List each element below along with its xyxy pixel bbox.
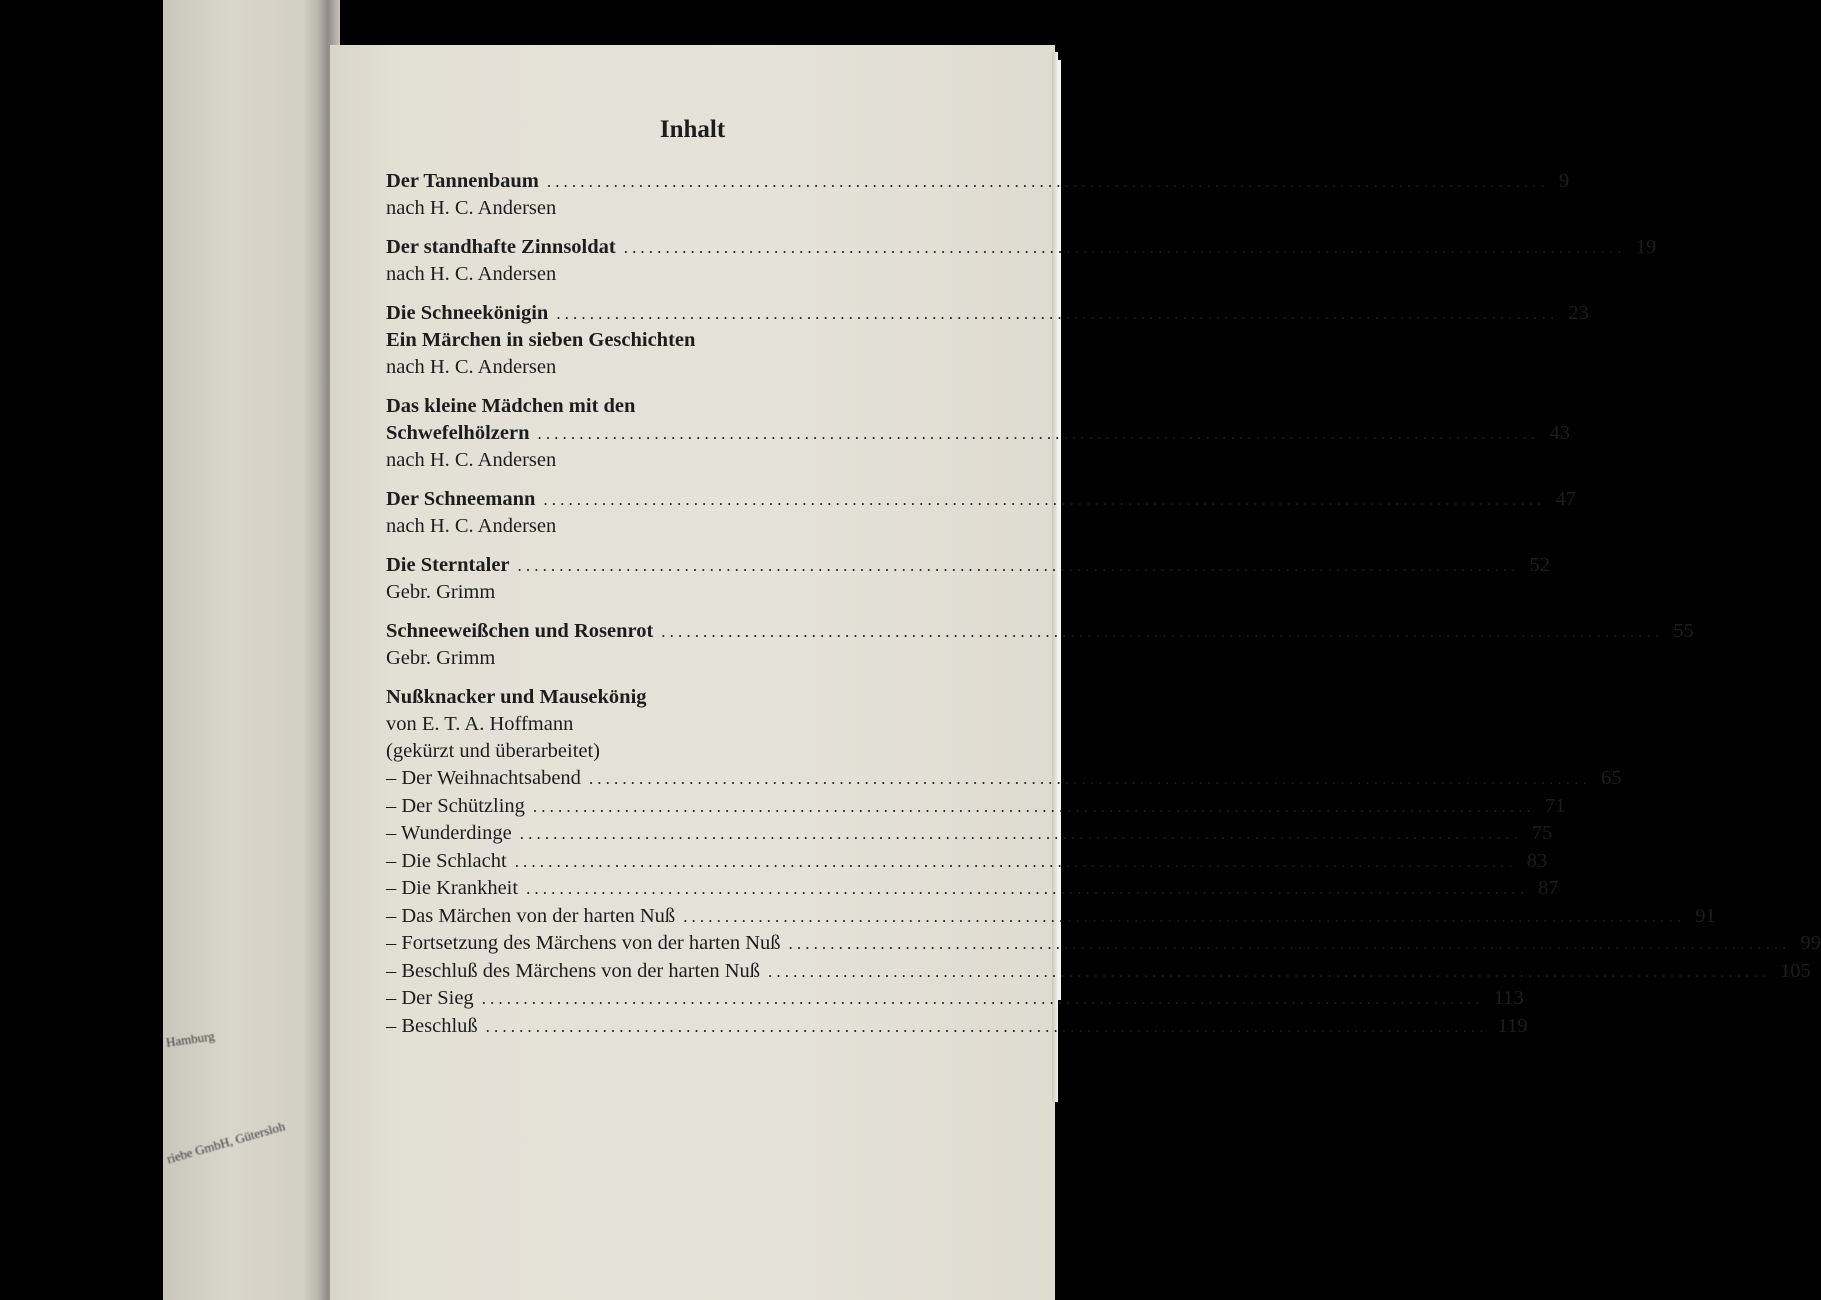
dot-leader: ........................................................................................................................: [623, 238, 1626, 257]
bleed-through-text-publisher: riebe GmbH, Gütersloh: [165, 1118, 287, 1167]
entry-title: Schneeweißchen und Rosenrot: [386, 620, 654, 642]
page-number: 47: [1555, 488, 1576, 510]
entry-title: Die Schneekönigin: [386, 302, 549, 324]
dot-leader: ........................................................................................................................: [683, 906, 1686, 926]
entry-title: – Fortsetzung des Märchens von der harten Nuß: [386, 932, 781, 954]
entry-title: – Die Schlacht: [386, 849, 507, 872]
entry-title-line: [386, 327, 966, 354]
toc-line: [386, 420, 1570, 447]
entry-title: Die Sterntaler: [386, 554, 510, 576]
entry-author: nach H. C. Andersen: [386, 515, 557, 537]
toc-line: [386, 875, 1559, 903]
page-number: 105: [1780, 959, 1811, 982]
entry-title: – Der Weihnachtsabend: [386, 767, 581, 789]
page-number: 91: [1695, 904, 1716, 927]
entry-title: Der Tannenbaum: [386, 170, 539, 192]
page-number: 55: [1673, 620, 1694, 642]
dot-leader: ........................................................................................................................: [537, 424, 1540, 443]
toc-line: [386, 958, 1811, 986]
toc-line: [386, 618, 1694, 645]
entry-title: – Das Märchen von der harten Nuß: [386, 904, 676, 927]
toc-line: [386, 168, 1570, 195]
dot-leader: ........................................................................................................................: [514, 851, 1517, 871]
dot-leader: ........................................................................................................................: [485, 1016, 1488, 1036]
toc-line: [386, 486, 1576, 513]
page-number: 23: [1568, 302, 1589, 324]
entry-note: (gekürzt und überarbeitet): [386, 740, 601, 762]
entry-author: von E. T. A. Hoffmann: [386, 713, 574, 735]
entry-title: Nußknacker und Mausekönig: [386, 686, 647, 708]
page-number: 87: [1538, 877, 1559, 899]
entry-author: Gebr. Grimm: [386, 647, 496, 669]
entry-title: Schwefelhölzern: [386, 422, 530, 444]
entry-title: – Beschluß des Märchens von der harten Nuß: [386, 959, 761, 982]
toc-entry: [386, 234, 1657, 288]
dot-leader: ........................................................................................................................: [481, 989, 1484, 1008]
toc-entry: [386, 300, 1589, 381]
dot-leader: ........................................................................................................................: [517, 556, 1520, 575]
entry-author: Gebr. Grimm: [386, 581, 496, 603]
page-number: 75: [1531, 822, 1553, 844]
page-number: 113: [1493, 987, 1524, 1009]
dot-leader: ........................................................................................................................: [768, 961, 1771, 981]
page-number: 65: [1600, 767, 1622, 789]
entry-title: – Die Krankheit: [386, 877, 519, 899]
dot-leader: ........................................................................................................................: [588, 769, 1591, 788]
page-number: 19: [1635, 236, 1657, 258]
entry-title: – Beschluß: [386, 1014, 478, 1037]
page-number: 43: [1549, 422, 1570, 444]
toc-line: [386, 820, 1553, 848]
toc-entry: [386, 618, 1694, 672]
toc-entry: [386, 552, 1551, 606]
toc-entry: [386, 393, 1570, 474]
toc-line: [386, 848, 1548, 876]
entry-title: Der Schneemann: [386, 488, 536, 510]
entry-title: – Der Sieg: [386, 987, 474, 1009]
table-of-contents: [386, 168, 1821, 1052]
entry-title: – Der Schützling: [386, 794, 525, 817]
toc-line: [386, 300, 1589, 327]
entry-author: nach H. C. Andersen: [386, 263, 557, 285]
dot-leader: ........................................................................................................................: [661, 622, 1664, 641]
dot-leader: ........................................................................................................................: [526, 879, 1529, 898]
page-number: 119: [1497, 1014, 1528, 1037]
bleed-through-text-hamburg: Hamburg: [165, 1028, 216, 1050]
dot-leader: ........................................................................................................................: [556, 304, 1559, 323]
dot-leader: ........................................................................................................................: [519, 824, 1522, 843]
entry-title: Der standhafte Zinnsoldat: [386, 236, 616, 258]
toc-line: [386, 1013, 1528, 1041]
page-number: 9: [1558, 170, 1570, 192]
entry-title: Ein Märchen in sieben Geschichten: [386, 329, 696, 351]
toc-line: [386, 930, 1821, 958]
toc-line: [386, 234, 1657, 261]
page-number: 83: [1526, 849, 1548, 872]
dot-leader: ........................................................................................................................: [546, 172, 1549, 191]
left-page: [163, 0, 328, 1300]
dot-leader: ........................................................................................................................: [788, 934, 1791, 953]
toc-entry: [386, 168, 1570, 222]
page-number: 99: [1800, 932, 1821, 954]
toc-line: [386, 552, 1551, 579]
toc-entry: [386, 486, 1576, 540]
entry-author: nach H. C. Andersen: [386, 356, 557, 378]
entry-title-line: [386, 393, 966, 420]
entry-author: nach H. C. Andersen: [386, 197, 557, 219]
chapter-list: [386, 765, 1821, 1040]
dot-leader: ........................................................................................................................: [543, 490, 1546, 509]
toc-line: [386, 985, 1524, 1013]
dot-leader: ........................................................................................................................: [532, 796, 1535, 816]
page-number: 71: [1544, 794, 1566, 817]
entry-title: Das kleine Mädchen mit den: [386, 395, 636, 417]
toc-heading: Inhalt: [659, 116, 726, 143]
entry-title: – Wunderdinge: [386, 822, 512, 844]
toc-line: [386, 765, 1622, 793]
toc-line: [386, 793, 1566, 821]
toc-entry-nutcracker: [386, 684, 1821, 1040]
toc-line: [386, 903, 1716, 931]
page-number: 52: [1529, 554, 1551, 576]
entry-title-line: [386, 684, 966, 711]
entry-author: nach H. C. Andersen: [386, 449, 557, 471]
